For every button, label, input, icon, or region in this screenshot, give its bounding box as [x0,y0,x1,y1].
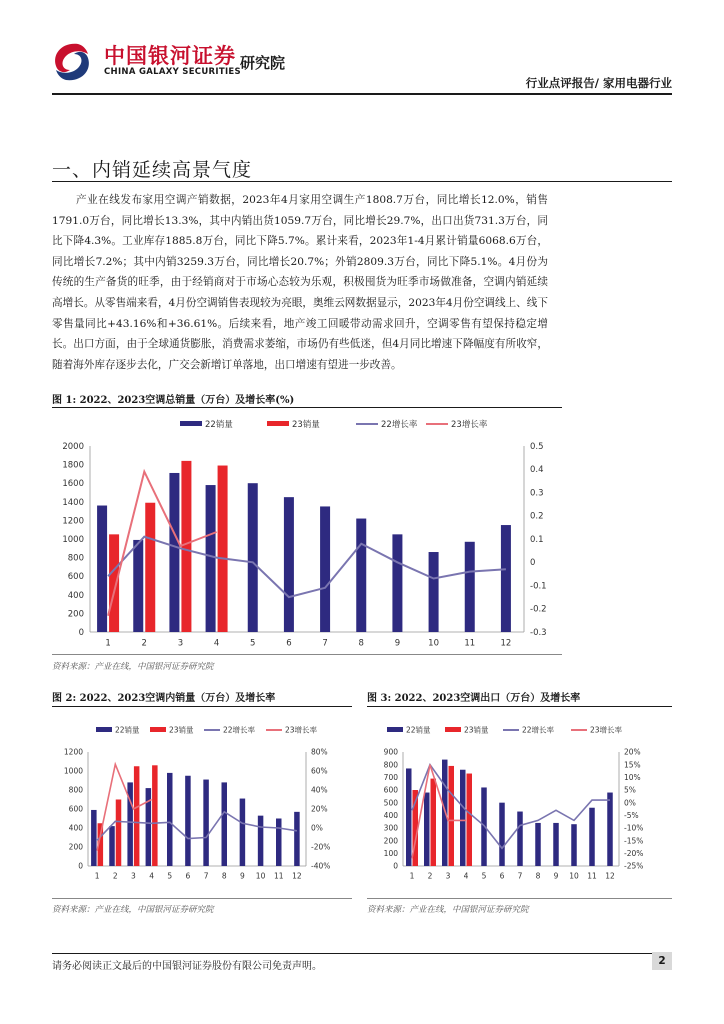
legend-label: 22增长率 [381,419,418,430]
footer-disclaimer: 请务必阅读正文最后的中国银河证券股份有限公司免责声明。 [52,961,322,972]
right-tick-label: 0% [624,798,636,808]
x-tick-label: 9 [240,871,245,881]
bar-23销量 [181,461,191,632]
x-tick-label: 6 [286,638,292,649]
left-tick-label: 1800 [62,460,84,471]
bar-22销量 [535,823,541,866]
right-tick-label: 0 [530,558,536,569]
left-tick-label: 0 [393,861,398,871]
right-tick-label: -10% [624,823,644,833]
bar-22销量 [294,812,300,866]
right-tick-label: 60% [311,766,328,776]
left-tick-label: 1200 [63,747,83,757]
bar-23销量 [431,779,437,866]
fig2-source: 资料来源：产业在线，中国银河证券研究院 [52,905,214,915]
bar-22销量 [429,552,439,632]
line-23增长率 [97,764,152,851]
bar-23销量 [218,466,228,632]
fig1-source: 资料来源：产业在线，中国银河证券研究院 [52,662,214,672]
logo-suffix: 研究院 [240,54,286,72]
bar-22销量 [571,824,577,866]
right-tick-label: 5% [624,785,636,795]
x-tick-label: 10 [569,871,579,881]
left-tick-label: 900 [383,747,398,757]
legend-swatch-23销量 [150,727,166,732]
legend-label: 22销量 [115,725,140,735]
x-tick-label: 5 [250,638,256,649]
left-tick-label: 1000 [63,766,83,776]
x-tick-label: 11 [587,871,597,881]
x-tick-label: 2 [141,638,147,649]
right-tick-label: 20% [311,804,328,814]
legend-label: 23增长率 [285,725,318,735]
bar-22销量 [424,793,430,866]
legend-label: 22增长率 [522,725,555,735]
bar-22销量 [501,525,511,632]
left-tick-label: 600 [383,785,398,795]
bar-22销量 [499,803,505,866]
right-tick-label: -25% [624,861,644,871]
x-tick-label: 10 [255,871,266,881]
x-tick-label: 2 [427,871,433,881]
fig2-top-rule [52,706,352,707]
legend-label: 22销量 [205,419,233,430]
left-tick-label: 400 [68,823,83,833]
section-title: 一、内销延续高景气度 [52,159,253,181]
fig3-source: 资料来源：产业在线，中国银河证券研究院 [367,905,529,915]
x-tick-label: 10 [428,638,439,649]
bar-22销量 [406,768,412,866]
bar-22销量 [607,793,613,866]
left-tick-label: 300 [383,823,398,833]
x-tick-label: 5 [481,871,487,881]
bar-22销量 [392,534,402,632]
left-tick-label: 200 [67,609,84,620]
legend-swatch-22销量 [180,421,202,426]
right-tick-label: -20% [311,842,331,852]
bar-23销量 [449,766,455,866]
bar-22销量 [258,816,264,866]
x-tick-label: 11 [464,638,476,649]
x-tick-label: 1 [94,871,100,881]
x-tick-label: 3 [131,871,136,881]
bar-22销量 [276,819,282,867]
x-tick-label: 6 [499,871,505,881]
bar-22销量 [167,773,173,866]
left-tick-label: 800 [383,760,398,770]
legend-label: 23增长率 [590,725,623,735]
x-tick-label: 3 [177,638,184,649]
galaxy-logo-icon [48,40,96,84]
left-tick-label: 2000 [62,441,84,452]
bar-22销量 [460,770,466,866]
bar-22销量 [553,823,559,866]
left-tick-label: 200 [383,836,398,846]
bar-23销量 [109,534,119,632]
left-tick-label: 600 [67,572,84,583]
bar-23销量 [134,766,140,866]
fig3-bottom-rule [367,898,672,899]
right-tick-label: 0.1 [530,534,544,545]
left-tick-label: 500 [383,798,398,808]
right-tick-label: 0% [311,823,323,833]
left-tick-label: 100 [383,848,398,858]
fig3-top-rule [367,706,672,707]
fig3-title: 图 3: 2022、2023空调出口（万台）及增长率 [367,693,581,704]
x-tick-label: 7 [517,871,523,881]
legend-label: 23销量 [292,419,320,430]
x-tick-label: 12 [605,871,615,881]
right-tick-label: 80% [311,747,328,757]
legend-swatch-23销量 [267,421,289,426]
left-tick-label: 1400 [62,497,84,508]
right-tick-label: -0.3 [530,627,547,638]
right-tick-label: 40% [311,785,328,795]
x-tick-label: 4 [149,871,154,881]
x-tick-label: 8 [535,871,541,881]
bar-22销量 [91,810,97,866]
right-tick-label: -40% [311,861,331,871]
line-23增长率 [412,765,466,859]
report-type: 行业点评报告/ 家用电器行业 [525,76,672,90]
fig2-bottom-rule [52,898,352,899]
page-number: 2 [652,952,672,970]
legend-label: 23销量 [169,725,194,735]
left-tick-label: 700 [383,772,398,782]
bar-22销量 [284,497,294,632]
logo-en-text: CHINA GALAXY SECURITIES [104,67,241,77]
bar-22销量 [133,540,143,632]
x-tick-label: 5 [167,871,173,881]
bar-22销量 [240,799,246,866]
x-tick-label: 7 [203,871,209,881]
right-tick-label: 0.3 [530,488,544,499]
bar-23销量 [467,774,473,866]
line-22增长率 [108,537,506,597]
bar-22销量 [589,808,595,866]
bar-22销量 [185,776,191,866]
left-tick-label: 1600 [62,479,84,490]
left-tick-label: 0 [78,627,84,638]
fig1-chart [52,412,562,650]
legend-label: 22增长率 [223,725,256,735]
fig2-title: 图 2: 2022、2023空调内销量（万台）及增长率 [52,693,276,704]
right-tick-label: 0.4 [530,465,544,476]
right-tick-label: 0.5 [530,441,544,452]
legend-swatch-22销量 [387,727,403,732]
right-tick-label: -0.2 [530,604,547,615]
fig1-bottom-rule [52,654,562,655]
bar-22销量 [109,826,115,866]
right-tick-label: -20% [624,848,644,858]
x-tick-label: 12 [500,638,512,649]
bar-22销量 [356,519,366,632]
left-tick-label: 0 [78,861,83,871]
line-22增长率 [97,812,297,841]
right-tick-label: 0.2 [530,511,544,522]
legend-label: 23销量 [464,725,489,735]
left-tick-label: 400 [67,590,84,601]
left-tick-label: 400 [383,810,398,820]
bar-23销量 [152,765,158,866]
right-tick-label: -5% [624,810,639,820]
x-tick-label: 4 [463,871,469,881]
left-tick-label: 800 [68,785,83,795]
body-paragraph: 产业在线发布家用空调产销数据，2023年4月家用空调生产1808.7万台，同比增长12.0%，销售1791.0万台，同比增长13.3%，其中内销出货1059.7万台，同比增长29.7%，出口出货731.3万台，同比下降4.3%。工业库存1885.8万台，同比下降5.7%。累计来看，2023年1-4月累计销量6068.6万台，同比增长7.2%；其中内销3259.3万台，同比增长20.7%；外销2809.3万台，同比下降5.1%。4月份为传统的生产备货的旺季，由于经销商对于市场心态较为乐观，积极囤货为旺季市场做准备，空调内销延续高增长。从零售端来看，4月份空调销售表现较为亮眼，奥维云网数据显示，2023年4月份空调线上、线下零售量同比+43.16%和+36.61%。后续来看，地产竣工回暖带动需求回升，空调零售有望保持稳定增长。出口方面，由于全球通货膨胀，消费需求萎缩，市场仍有些低迷，但4月同比增速下降幅度有所收窄，随着海外库存逐步去化，广交会新增订单落地，出口增速有望进一步改善。 [52,194,548,371]
fig2-chart [52,718,352,883]
bar-22销量 [465,542,475,632]
right-tick-label: -0.1 [530,581,547,592]
right-tick-label: 20% [624,747,641,757]
bar-23销量 [116,800,122,867]
bar-22销量 [517,812,523,866]
bar-22销量 [169,473,179,632]
x-tick-label: 6 [185,871,191,881]
header-divider [52,93,672,95]
x-tick-label: 1 [105,638,111,649]
legend-swatch-23销量 [445,727,461,732]
line-22增长率 [412,765,610,849]
bar-23销量 [145,503,155,632]
x-tick-label: 8 [358,638,364,649]
left-tick-label: 800 [67,553,84,564]
x-tick-label: 7 [322,638,328,649]
left-tick-label: 1000 [62,534,84,545]
bar-22销量 [248,483,258,632]
x-tick-label: 2 [112,871,118,881]
fig1-title: 图 1: 2022、2023空调总销量（万台）及增长率(%) [52,395,295,406]
logo-cn-text: 中国银河证券 [104,44,236,68]
legend-swatch-22销量 [96,727,112,732]
x-tick-label: 3 [445,871,451,881]
bar-22销量 [222,782,228,866]
left-tick-label: 1200 [62,516,84,527]
x-tick-label: 9 [394,638,401,649]
fig3-chart [367,718,672,883]
bar-22销量 [206,485,216,632]
section-divider [52,181,672,182]
x-tick-label: 1 [409,871,415,881]
legend-label: 23增长率 [451,419,488,430]
x-tick-label: 9 [553,871,559,881]
legend-label: 22销量 [406,725,431,735]
left-tick-label: 200 [68,842,83,852]
bar-22销量 [97,506,107,632]
x-tick-label: 4 [213,638,220,649]
line-23增长率 [108,472,217,616]
bar-22销量 [320,506,330,632]
x-tick-label: 11 [273,871,284,881]
fig1-top-rule [52,407,562,408]
right-tick-label: -15% [624,836,644,846]
right-tick-label: 10% [624,772,641,782]
x-tick-label: 8 [221,871,227,881]
footer-divider [52,953,672,954]
x-tick-label: 12 [292,871,302,881]
bar-22销量 [203,780,209,866]
right-tick-label: 15% [624,760,641,770]
left-tick-label: 600 [68,804,83,814]
